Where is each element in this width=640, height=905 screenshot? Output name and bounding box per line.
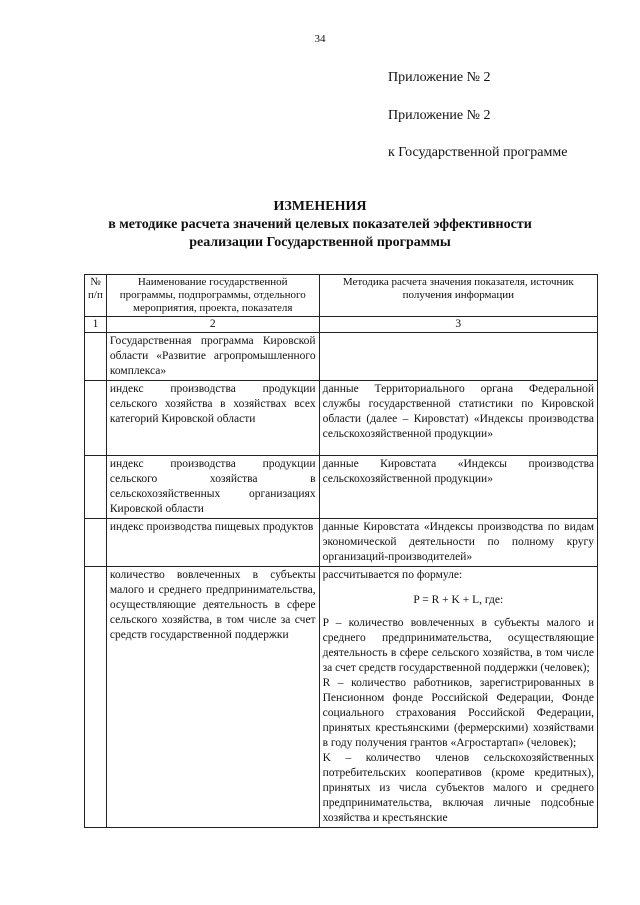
header-number: № п/п [85, 275, 107, 317]
indicator-name: индекс производства пищевых продуктов [106, 519, 319, 567]
table-header-row [85, 275, 598, 317]
row-number [85, 333, 107, 381]
appendix-line-1: Приложение № 2 [388, 70, 491, 85]
indicator-name: индекс производства продукции сельского хозяйства в хозяйствах всех категорий Кировской области [106, 381, 319, 456]
table-row [85, 519, 598, 567]
row-number [85, 381, 107, 456]
methodology-table [84, 274, 598, 828]
title-heading: ИЗМЕНЕНИЯ [273, 199, 367, 214]
document-title [60, 198, 580, 252]
table-row [85, 381, 598, 456]
indicator-name: индекс производства продукции сельского хозяйства в сельскохозяйственных организациях Кировской области [106, 456, 319, 519]
table-row [85, 333, 598, 381]
definition-k: K – количество членов сельскохозяйственных потребительских кооперативов (кроме кредитных), принятых из числа субъектов малого и среднего предпринимательства, включая личные подсобные хозяйства и крестьянские [322, 752, 594, 824]
column-number: 2 [106, 317, 319, 333]
title-subheading-2: реализации Государственной программы [189, 235, 451, 250]
header-name: Наименование государственной программы, подпрограммы, отдельного мероприятия, проекта, показателя [106, 275, 319, 317]
definition-p: P – количество вовлеченных в субъекты малого и среднего предпринимательства, осуществляющие деятельность в сфере сельского хозяйства, в том числе за счет средств государственной поддержки (человек); [322, 617, 594, 674]
row-number [85, 567, 107, 828]
row-number [85, 519, 107, 567]
column-number: 3 [319, 317, 597, 333]
appendix-line-3: к Государственной программе [388, 145, 568, 160]
indicator-method: данные Территориального органа Федеральной службы государственной статистики по Кировской области (далее – Кировстат) «Индексы производства сельскохозяйственной продукции» [319, 381, 597, 456]
title-subheading-1: в методике расчета значений целевых показателей эффективности [108, 217, 532, 232]
indicator-method [319, 567, 597, 828]
indicator-name: Государственная программа Кировской области «Развитие агропромышленного комплекса» [106, 333, 319, 381]
page-number: 34 [314, 33, 326, 45]
formula: P = R + K + L, где: [413, 594, 504, 606]
indicator-name: количество вовлеченных в субъекты малого и среднего предпринимательства, осуществляющие деятельность в сфере сельского хозяйства, в том числе за счет средств государственной поддержки [106, 567, 319, 828]
table-row [85, 567, 598, 828]
indicator-method: данные Кировстата «Индексы производства по видам экономической деятельности по полному кругу организаций-производителей» [319, 519, 597, 567]
appendix-line-2: Приложение № 2 [388, 108, 491, 123]
definition-r: R – количество работников, зарегистрированных в Пенсионном фонде Российской Федерации, Фонде социального страхования Российской Федерации, принятых крестьянскими (фермерскими) хозяйствами в году получения грантов «Агростартап» (человек); [322, 677, 594, 749]
row-number [85, 456, 107, 519]
indicator-method [319, 333, 597, 381]
indicator-method: данные Кировстата «Индексы производства сельскохозяйственной продукции» [319, 456, 597, 519]
header-method: Методика расчета значения показателя, источник получения информации [319, 275, 597, 317]
column-numbers-row [85, 317, 598, 333]
table-row [85, 456, 598, 519]
column-number: 1 [85, 317, 107, 333]
method-intro: рассчитывается по формуле: [322, 569, 463, 581]
